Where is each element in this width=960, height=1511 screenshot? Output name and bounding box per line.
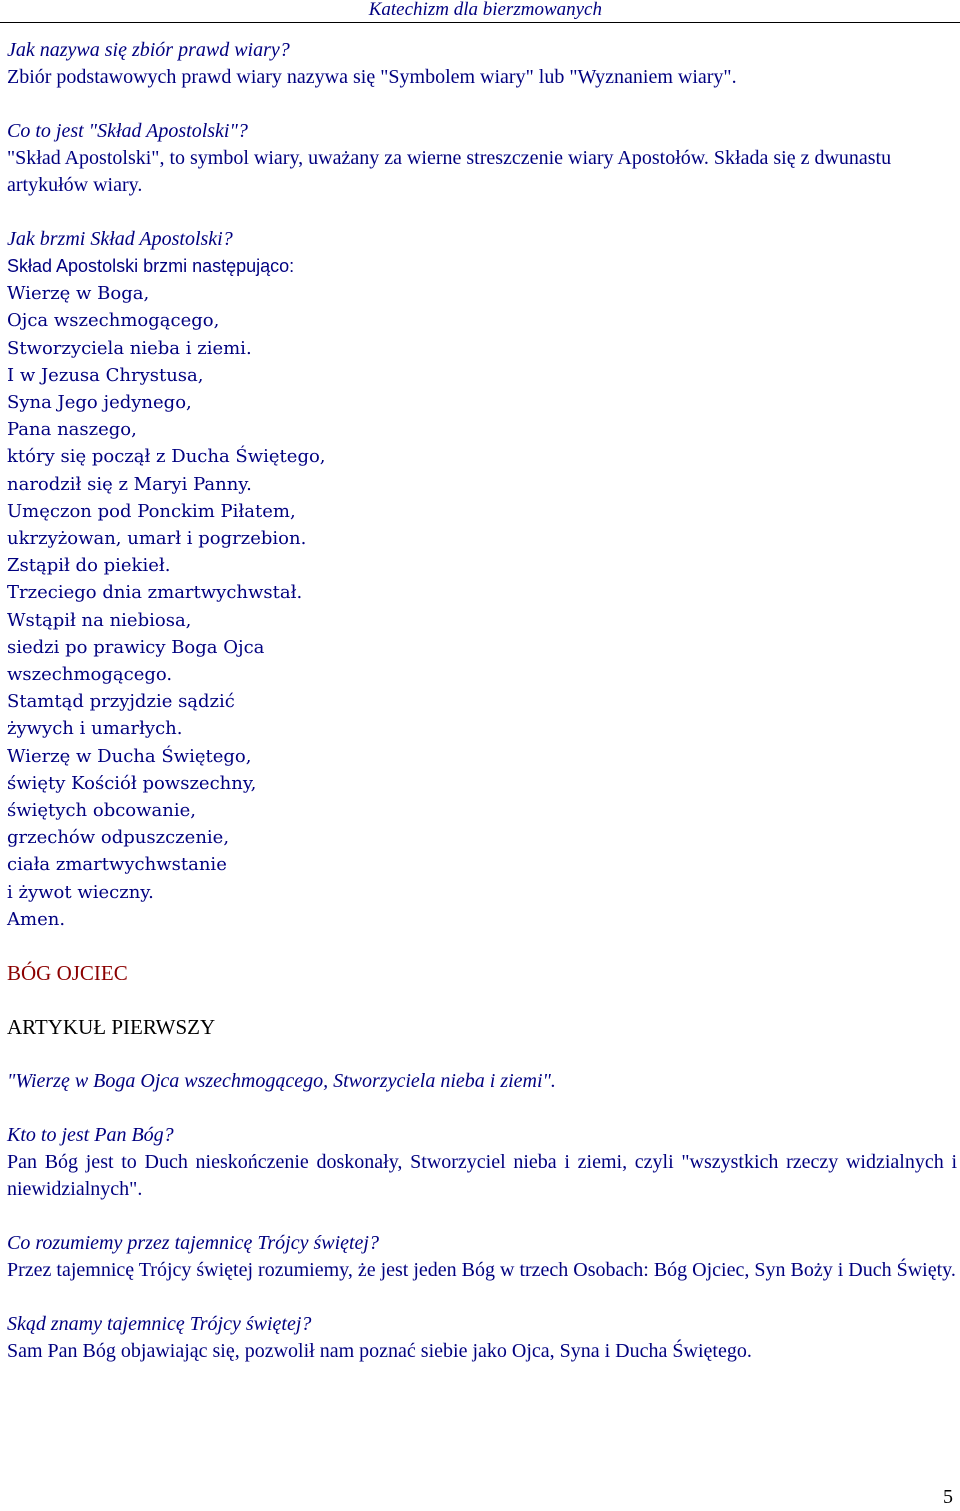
answer: "Skład Apostolski", to symbol wiary, uważany za wierne streszczenie wiary Apostołów. Składa się z dwunastu artykułów wiary. [7, 147, 892, 196]
creed-line: grzechów odpuszczenie, [7, 827, 230, 849]
page-content [7, 37, 957, 1392]
creed-line: ciała zmartwychwstanie [7, 854, 227, 876]
creed-line: Umęczon pod Ponckim Piłatem, [7, 500, 296, 522]
creed-line: narodził się z Maryi Panny. [7, 473, 252, 495]
creed-line: siedzi po prawicy Boga Ojca [7, 636, 265, 658]
qa-block-5 [7, 1230, 957, 1284]
qa-block-6 [7, 1311, 957, 1365]
creed-line: święty Kościół powszechny, [7, 772, 257, 794]
qa-block-4 [7, 1122, 957, 1203]
section-title: BÓG OJCIEC [7, 961, 128, 986]
header-title: Katechizm dla bierzmowanych [368, 0, 602, 20]
question: Kto to jest Pan Bóg? [7, 1124, 174, 1147]
creed-line: I w Jezusa Chrystusa, [7, 364, 204, 386]
question: Skąd znamy tajemnicę Trójcy świętej? [7, 1313, 312, 1336]
creed-line: świętych obcowanie, [7, 800, 196, 822]
creed-line: który się począł z Ducha Świętego, [7, 446, 326, 468]
answer: Sam Pan Bóg objawiając się, pozwolił nam poznać siebie jako Ojca, Syna i Ducha Świętego. [7, 1340, 752, 1363]
question: Jak brzmi Skład Apostolski? [7, 228, 233, 250]
page-header [0, 0, 960, 23]
creed-line: wszechmogącego. [7, 664, 173, 686]
creed-line: Stworzyciela nieba i ziemi. [7, 337, 252, 359]
creed-line: Wierzę w Ducha Świętego, [7, 745, 252, 767]
page-number: 5 [943, 1486, 953, 1508]
creed-line: Amen. [7, 908, 66, 930]
qa-block-1 [7, 37, 957, 91]
question: Co to jest "Skład Apostolski"? [7, 120, 248, 142]
creed-line: Zstąpił do piekieł. [7, 555, 171, 577]
article-title: ARTYKUŁ PIERWSZY [7, 1015, 216, 1040]
creed-intro: Skład Apostolski brzmi następująco: [7, 256, 295, 276]
creed-line: ukrzyżowan, umarł i pogrzebion. [7, 528, 307, 550]
answer: Przez tajemnicę Trójcy świętej rozumiemy, że jest jeden Bóg w trzech Osobach: Bóg Ojciec, Syn Boży i Duch Święty. [7, 1259, 956, 1282]
creed-line: Wstąpił na niebiosa, [7, 609, 192, 631]
question: Jak nazywa się zbiór prawd wiary? [7, 39, 290, 61]
creed-text [7, 280, 957, 933]
answer: Zbiór podstawowych prawd wiary nazywa się "Symbolem wiary" lub "Wyznaniem wiary". [7, 66, 737, 88]
qa-block-3 [7, 226, 957, 933]
question: Co rozumiemy przez tajemnicę Trójcy świętej? [7, 1232, 379, 1255]
creed-line: Wierzę w Boga, [7, 283, 150, 305]
creed-line: Pana naszego, [7, 419, 137, 441]
creed-line: Syna Jego jedynego, [7, 392, 192, 414]
creed-line: Trzeciego dnia zmartwychwstał. [7, 582, 303, 604]
creed-line: Ojca wszechmogącego, [7, 310, 220, 332]
qa-block-2 [7, 118, 957, 199]
answer: Pan Bóg jest to Duch nieskończenie doskonały, Stworzyciel nieba i ziemi, czyli "wszystkich rzeczy widzialnych i niewidzialnych". [7, 1151, 957, 1201]
creed-line: żywych i umarłych. [7, 718, 183, 740]
creed-line: Stamtąd przyjdzie sądzić [7, 691, 235, 713]
article-quote: "Wierzę w Boga Ojca wszechmogącego, Stworzyciela nieba i ziemi". [7, 1070, 556, 1093]
creed-line: i żywot wieczny. [7, 881, 154, 903]
